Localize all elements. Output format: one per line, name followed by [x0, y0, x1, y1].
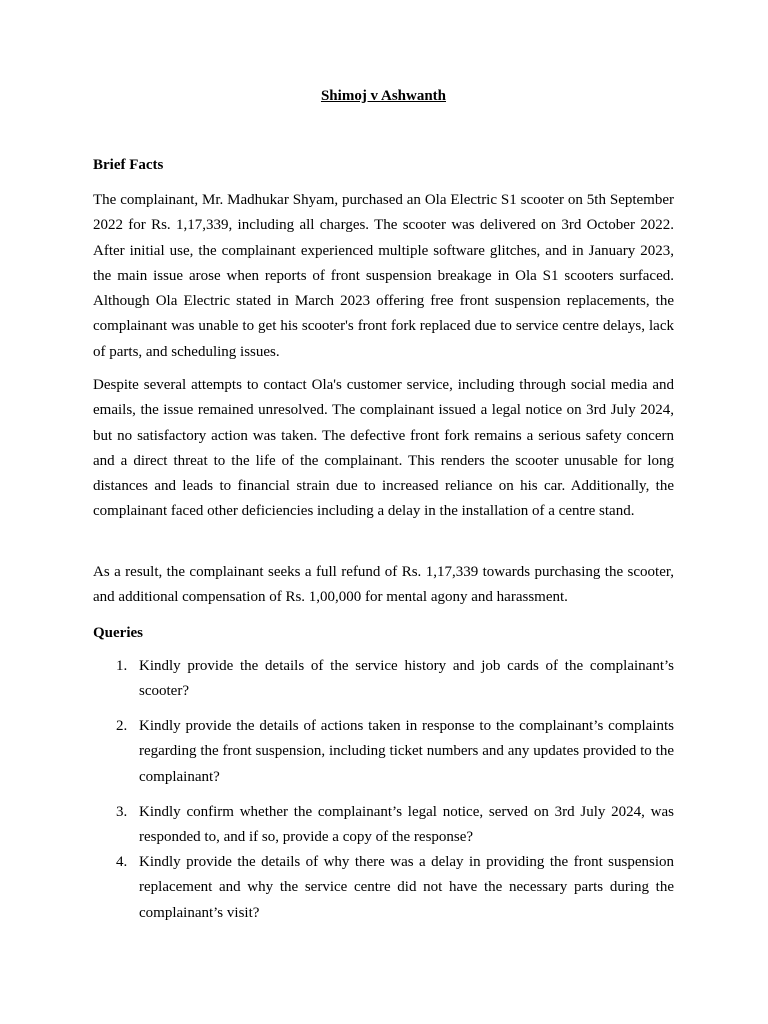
query-number: 3.	[116, 804, 128, 820]
query-text: Kindly provide the details of why there was a delay in providing the front suspension replacement and why the service centre did not have the necessary parts during the complainant’s visit?	[139, 854, 674, 921]
paragraph-2	[93, 373, 674, 525]
query-text: Kindly provide the details of actions taken in response to the complainant’s complaints regarding the front suspension, including ticket numbers and any updates provided to the complainant?	[139, 718, 674, 785]
paragraph-text: The complainant, Mr. Madhukar Shyam, purchased an Ola Electric S1 scooter on 5th September 2022 for Rs. 1,17,339, including all charges. The scooter was delivered on 3rd October 2022. After initial use, the complainant experienced multiple software glitches, and in January 2023, the main issue arose when reports of front suspension breakage in Ola S1 scooters surfaced. Although Ola Electric stated in March 2023 offering free front suspension replacements, the complainant was unable to get his scooter's front fork replaced due to service centre delays, lack of parts, and scheduling issues.	[93, 192, 674, 360]
paragraph-3	[93, 560, 674, 611]
paragraph-text: As a result, the complainant seeks a full refund of Rs. 1,17,339 towards purchasing the scooter, and additional compensation of Rs. 1,00,000 for mental agony and harassment.	[93, 564, 674, 606]
query-number: 2.	[116, 718, 128, 734]
query-text: Kindly confirm whether the complainant’s legal notice, served on 3rd July 2024, was responded to, and if so, provide a copy of the response?	[139, 804, 674, 846]
document-title: Shimoj v Ashwanth	[320, 88, 447, 104]
brief-facts-heading: Brief Facts	[93, 157, 164, 173]
paragraph-1	[93, 188, 674, 365]
queries-heading: Queries	[93, 625, 143, 641]
query-number: 4.	[116, 854, 128, 870]
query-text: Kindly provide the details of the service history and job cards of the complainant’s scooter?	[139, 658, 674, 700]
query-number: 1.	[116, 658, 128, 674]
paragraph-text: Despite several attempts to contact Ola's customer service, including through social media and emails, the issue remained unresolved. The complainant issued a legal notice on 3rd July 2024, but no satisfactory action was taken. The defective front fork remains a serious safety concern and a direct threat to the life of the complainant. This renders the scooter unusable for long distances and leads to financial strain due to increased reliance on his car. Additionally, the complainant faced other deficiencies including a delay in the installation of a centre stand.	[93, 377, 674, 520]
